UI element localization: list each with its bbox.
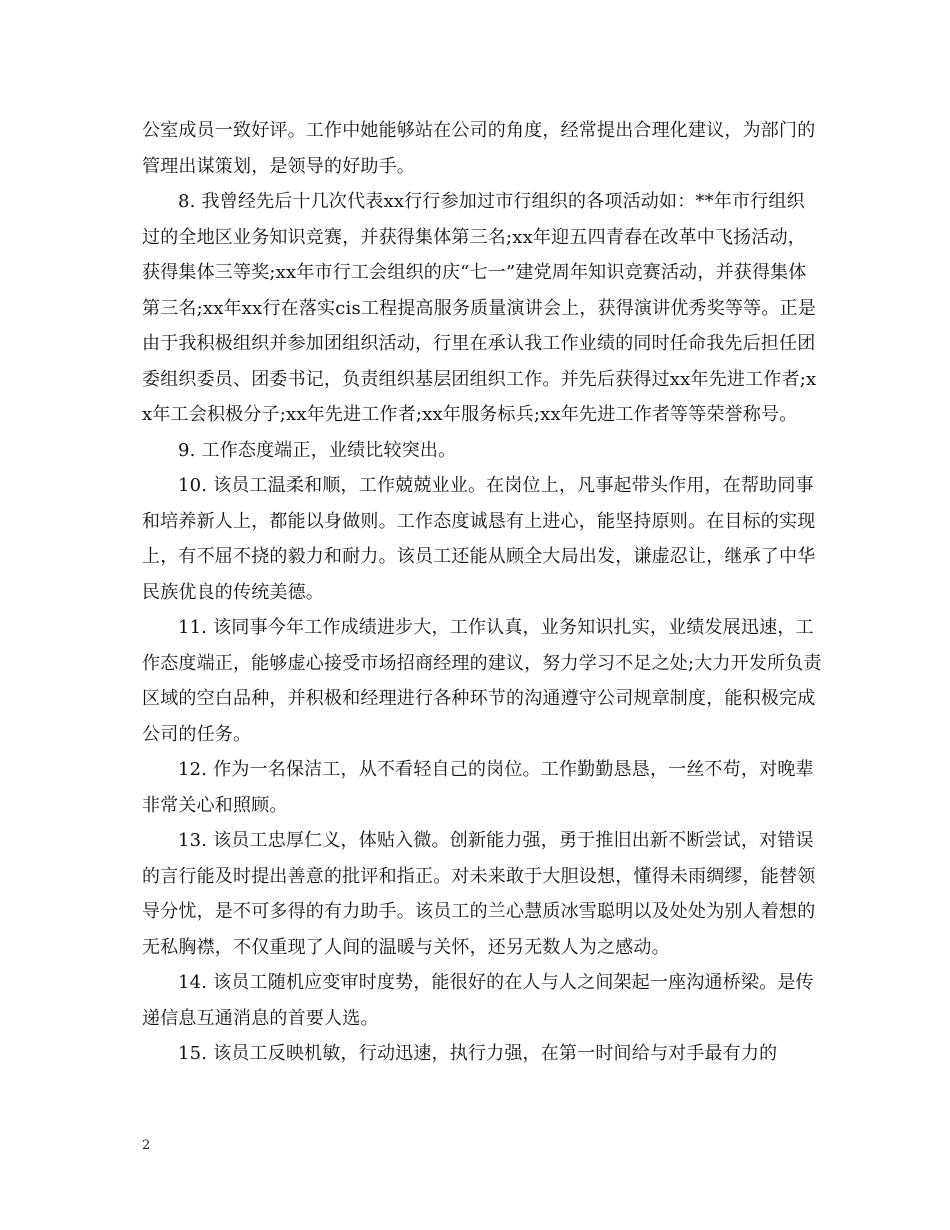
paragraph-item-13: 13. 该员工忠厚仁义，体贴入微。创新能力强，勇于推旧出新不断尝试，对错误的言行能及时提出善意的批评和指正。对未来敢于大胆设想，懂得未雨绸缪，能替领导分忧，是不可多得的有力助手。该员工的兰心慧质冰雪聪明以及处处为别人着想的无私胸襟，不仅重现了人间的温暖与关怀，还另无数人为之感动。 xyxy=(142,830,816,958)
document-body xyxy=(142,113,822,1072)
paragraph-item-11: 11. 该同事今年工作成绩进步大，工作认真，业务知识扎实，业绩发展迅速，工作态度端正，能够虚心接受市场招商经理的建议，努力学习不足之处;大力开发所负责区域的空白品种，并积极和经理进行各种环节的沟通遵守公司规章制度，能积极完成公司的任务。 xyxy=(142,617,822,745)
page-number: 2 xyxy=(142,1138,151,1153)
paragraph-continuation: 公室成员一致好评。工作中她能够站在公司的角度，经常提出合理化建议，为部门的管理出谋策划，是领导的好助手。 xyxy=(142,120,816,177)
paragraph-item-15: 15. 该员工反映机敏，行动迅速，执行力强，在第一时间给与对手最有力的 xyxy=(178,1043,778,1064)
paragraph-item-14: 14. 该员工随机应变审时度势，能很好的在人与人之间架起一座沟通桥梁。是传递信息互通消息的首要人选。 xyxy=(142,972,814,1029)
paragraph-item-8: 8. 我曾经先后十几次代表xx行行参加过市行组织的各项活动如：**年市行组织过的全地区业务知识竞赛，并获得集体第三名;xx年迎五四青春在改革中飞扬活动，获得集体三等奖;xx年市行工会组织的庆“七一”建党周年知识竞赛活动，并获得集体第三名;xx年xx行在落实cis工程提高服务质量演讲会上，获得演讲优秀奖等等。正是由于我积极组织并参加团组织活动，行里在承认我工作业绩的同时任命我先后担任团委组织委员、团委书记，负责组织基层团组织工作。并先后获得过xx年先进工作者;xx年工会积极分子;xx年先进工作者;xx年服务标兵;xx年先进工作者等等荣誉称号。 xyxy=(142,191,817,425)
paragraph-item-12: 12. 作为一名保洁工，从不看轻自己的岗位。工作勤勤恳恳，一丝不苟，对晚辈非常关心和照顾。 xyxy=(142,759,814,816)
paragraph-item-9: 9. 工作态度端正，业绩比较突出。 xyxy=(178,439,457,461)
paragraph-item-10: 10. 该员工温柔和顺，工作兢兢业业。在岗位上，凡事起带头作用，在帮助同事和培养新人上，都能以身做则。工作态度诚恳有上进心，能坚持原则。在目标的实现上，有不屈不挠的毅力和耐力。该员工还能从顾全大局出发，谦虚忍让，继承了中华民族优良的传统美德。 xyxy=(142,475,816,603)
